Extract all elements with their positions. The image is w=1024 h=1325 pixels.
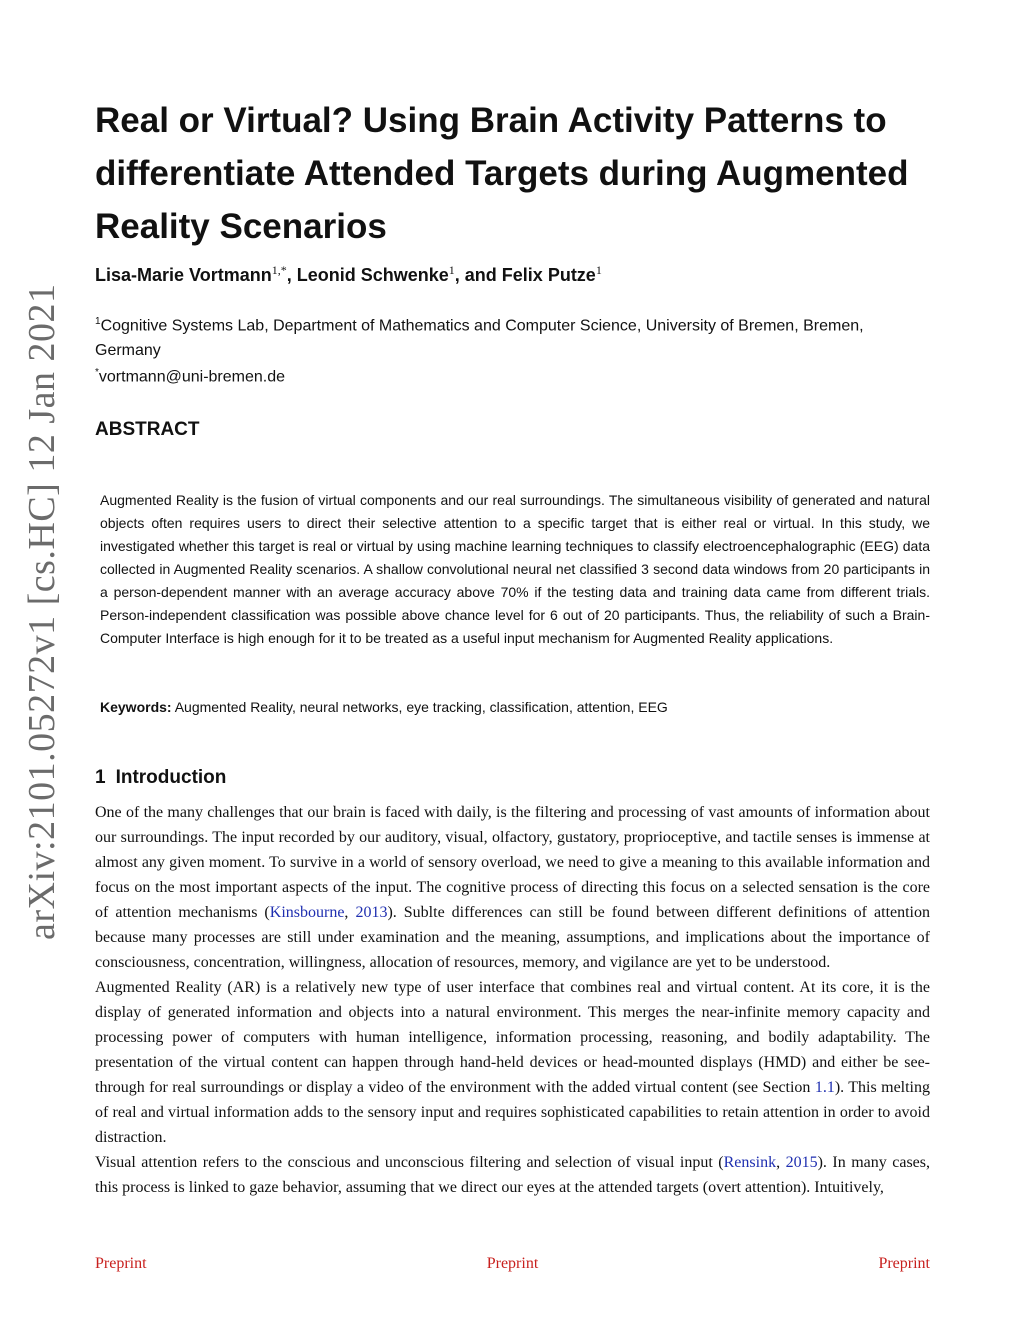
paragraph-text: Visual attention refers to the conscious and unconscious filtering and selection of visual input ( [95,1154,724,1171]
author-name: Leonid Schwenke [296,265,449,285]
paragraph [95,800,930,975]
author-list [95,257,955,288]
citation-year: 2015 [785,1154,818,1171]
author-name: Lisa-Marie Vortmann [95,265,272,285]
corresponding-email [95,360,285,389]
paragraph-text: ). Sublte differences can still be found between different definitions of attention because many processes are still under examination and the meaning, assumptions, and implications about the importance of consciousness, concentration, willingness, allocation of resources, memory, and vigilance are yet to be understood. [95,904,931,971]
author-affiliation-mark: 1 [448,263,455,277]
section-reference-link[interactable]: 1.1 [814,1079,835,1096]
citation-separator: , [344,904,356,921]
keywords [100,696,930,718]
paragraph [95,975,930,1150]
keywords-label: Keywords: [100,699,172,715]
keywords-text: Augmented Reality, neural networks, eye tracking, classification, attention, EEG [174,699,668,715]
affiliation [95,309,925,363]
author-separator: , [286,265,297,285]
section-number: 1 [95,767,106,788]
author-affiliation-mark: 1,* [271,263,287,277]
paragraph [95,1150,930,1200]
citation-separator: , [776,1154,786,1171]
author-separator: , and [454,265,502,285]
affiliation-text: Cognitive Systems Lab, Department of Mathematics and Computer Science, University of Bremen, Bremen, Germany [95,317,864,360]
paper-title: Real or Virtual? Using Brain Activity Patterns to differentiate Attended Targets during Augmented Reality Scenarios [95,101,909,246]
citation-link[interactable] [270,904,388,921]
section-heading-introduction [95,765,236,791]
paragraph-text: ). In many cases, this process is linked to gaze behavior, assuming that we direct our eyes at the attended targets (overt attention). Intuitively, [95,1154,931,1196]
email-mark: * [95,367,99,378]
paragraph-text: Augmented Reality (AR) is a relatively new type of user interface that combines real and virtual content. At its core, it is the display of generated information and objects into a natural environment. This merges the near-infinite memory capacity and processing power of computers with human intelligence, information processing, reasoning, and bodily adaptability. The presentation of the virtual content can happen through hand-held devices or head-mounted displays (HMD) and either be see-through for real surroundings or display a video of the environment with the added virtual content (see Section [95,979,930,1096]
footer-right-label: Preprint [878,1255,930,1272]
abstract-body: Augmented Reality is the fusion of virtual components and our real surroundings. The simultaneous visibility of generated and natural objects often requires users to direct their selective attention to a specific target that is either real or virtual. In this study, we investigated whether this target is real or virtual by using machine learning techniques to classify electroencephalographic (EEG) data collected in Augmented Reality scenarios. A shallow convolutional neural net classified 3 second data windows from 20 participants in a person-dependent manner with an average accuracy above 70% if the testing data and training data came from different trials. Person-independent classification was possible above chance level for 6 out of 20 participants. Thus, the reliability of such a Brain-Computer Interface is high enough for it to be treated as a useful input mechanism for Augmented Reality applications. [100,492,930,646]
citation-link[interactable] [724,1154,818,1171]
arxiv-side-stamp: arXiv:2101.05272v1 [cs.HC] 12 Jan 2021 [21,283,63,940]
introduction-body [95,800,930,1200]
section-title: Introduction [115,767,227,788]
author-affiliation-mark: 1 [595,263,602,277]
citation-author: Kinsbourne [269,904,345,921]
author-name: Felix Putze [501,265,596,285]
paragraph-text: One of the many challenges that our brain is faced with daily, is the filtering and processing of vast amounts of information about our surroundings. The input recorded by our auditory, visual, olfactory, gustatory, proprioceptive, and tactile senses is immense at almost any given moment. To survive in a world of sensory overload, we need to give a meaning to this available information and focus on the most important aspects of the input. The cognitive process of directing this focus on a selected sensation is the core of attention mechanisms ( [95,804,930,921]
email-text[interactable]: vortmann@uni-bremen.de [98,368,286,386]
footer-center-label: Preprint [486,1255,539,1272]
affiliation-mark: 1 [95,316,101,327]
citation-year: 2013 [355,904,388,921]
page-footer [95,1252,930,1276]
citation-author: Rensink [723,1154,777,1171]
abstract-heading: ABSTRACT [95,419,200,440]
footer-left-label: Preprint [95,1255,147,1272]
paragraph-text: ). This melting of real and virtual information adds to the sensory input and requires sophisticated capabilities to retain attention in order to avoid distraction. [95,1079,931,1146]
